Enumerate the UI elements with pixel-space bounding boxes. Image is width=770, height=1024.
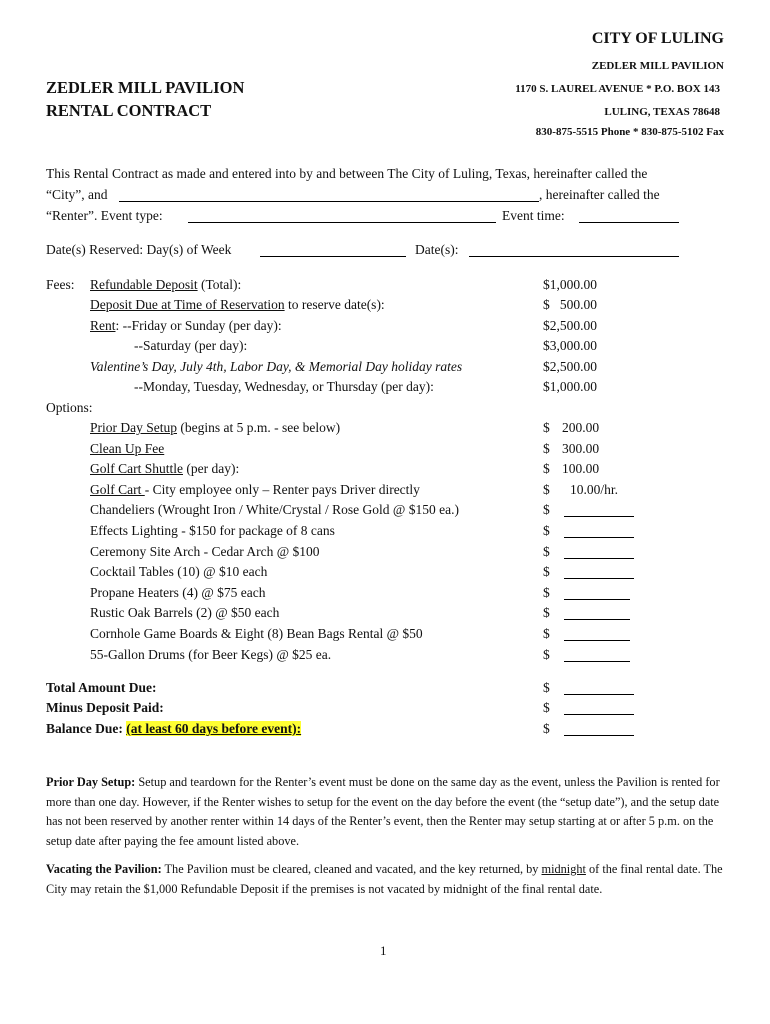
option-description: 55-Gallon Drums (for Beer Kegs) @ $25 ea. (90, 647, 332, 662)
city-name: CITY OF LULING (591, 30, 724, 47)
minus-deposit-label: Minus Deposit Paid: (46, 700, 164, 715)
pavilion-name: ZEDLER MILL PAVILION (591, 60, 724, 72)
option-amount: 10.00/hr. (570, 482, 619, 497)
fee-row: Rent: --Friday or Sunday (per day): (90, 318, 282, 333)
dates-field[interactable] (469, 256, 679, 257)
balance-due-label: Balance Due: (at least 60 days before event): (46, 721, 302, 736)
city-state-zip: LULING, TEXAS 78648 (604, 106, 720, 118)
event-type-field[interactable] (188, 222, 496, 223)
fee-amount: $2,500.00 (543, 318, 597, 333)
contact-numbers: 830-875-5515 Phone * 830-875-5102 Fax (535, 126, 724, 138)
fee-row: Deposit Due at Time of Reservation to reserve date(s): (90, 297, 385, 312)
fee-amount: $1,000.00 (543, 379, 597, 394)
fee-row: Refundable Deposit (Total): (90, 277, 242, 292)
fee-amount: $2,500.00 (543, 359, 597, 374)
option-name: Clean Up Fee (90, 441, 165, 456)
dates-reserved-label: Date(s) Reserved: Day(s) of Week (46, 242, 232, 257)
option-description: Ceremony Site Arch - Cedar Arch @ $100 (90, 544, 320, 559)
option-description: (begins at 5 p.m. - see below) (177, 420, 341, 435)
option-description: Cornhole Game Boards & Eight (8) Bean Bags Rental @ $50 (90, 626, 423, 641)
option-row (90, 502, 459, 518)
option-row (90, 585, 266, 601)
option-name: Prior Day Setup (90, 420, 177, 435)
dates-label: Date(s): (415, 242, 459, 257)
option-row (90, 420, 340, 436)
option-amount: 100.00 (562, 461, 600, 476)
option-row (90, 544, 320, 560)
dollar-sign: $ (543, 482, 550, 497)
fee-amount: $ 500.00 (543, 297, 597, 312)
option-amount: 300.00 (562, 441, 600, 456)
option-amount: 200.00 (562, 420, 600, 435)
option-row (90, 605, 279, 621)
option-description: Cocktail Tables (10) @ $10 each (90, 564, 268, 579)
option-amount-field[interactable] (564, 599, 630, 600)
option-description: Effects Lighting - $150 for package of 8 cans (90, 523, 335, 538)
total-amount-field[interactable] (564, 694, 634, 695)
days-of-week-field[interactable] (260, 256, 406, 257)
option-amount-field[interactable] (564, 640, 630, 641)
fee-row: --Monday, Tuesday, Wednesday, or Thursday (per day): (134, 379, 434, 394)
option-amount-field[interactable] (564, 516, 634, 517)
option-row (90, 482, 420, 498)
option-amount-field[interactable] (564, 537, 634, 538)
option-name: Golf Cart (90, 482, 145, 497)
page-number: 1 (380, 943, 387, 958)
renter-name-field[interactable] (119, 201, 539, 202)
option-row (90, 626, 423, 642)
dollar-sign: $ (543, 721, 550, 736)
option-amount-field[interactable] (564, 558, 634, 559)
dollar-sign: $ (543, 441, 550, 456)
event-time-field[interactable] (579, 222, 679, 223)
option-amount-field[interactable] (564, 619, 630, 620)
dollar-sign: $ (543, 605, 550, 620)
renter-event-type-label: “Renter”. Event type: (46, 208, 163, 223)
city-and-label: “City”, and (46, 187, 108, 202)
option-description: - City employee only – Renter pays Driver directly (144, 482, 420, 497)
doc-title-line2: RENTAL CONTRACT (46, 101, 212, 120)
option-description: Propane Heaters (4) @ $75 each (90, 585, 266, 600)
fee-amount: $3,000.00 (543, 338, 597, 353)
option-row (90, 461, 239, 477)
dollar-sign: $ (543, 700, 550, 715)
fee-row: --Saturday (per day): (134, 338, 248, 353)
option-row (90, 523, 335, 539)
address: 1170 S. LAUREL AVENUE * P.O. BOX 143 (515, 83, 720, 95)
hereinafter-label: , hereinafter called the (539, 187, 660, 202)
balance-due-note: (at least 60 days before event): (126, 721, 302, 736)
dollar-sign: $ (543, 647, 550, 662)
vacating-section: Vacating the Pavilion: The Pavilion must be cleared, cleaned and vacated, and the key returned, by midnight of the final rental date. The City may retain the $1,000 Refundable Deposit if the premises is not vacated by midnight of the final rental date. (46, 862, 723, 896)
intro-line: This Rental Contract as made and entered into by and between The City of Luling, Texas, hereinafter called the (46, 166, 648, 181)
option-description: Rustic Oak Barrels (2) @ $50 each (90, 605, 280, 620)
options-label: Options: (46, 400, 93, 415)
option-amount-field[interactable] (564, 661, 630, 662)
total-amount-label: Total Amount Due: (46, 680, 157, 695)
dollar-sign: $ (543, 523, 550, 538)
option-description: (per day): (183, 461, 240, 476)
prior-day-setup-section: Prior Day Setup: Setup and teardown for the Renter’s event must be done on the same day as the event, unless the Pavilion is rented for more than one day. However, if the Renter wishes to setup for the event on the day before the event (the “setup date”), and the setup date has not been reserved by another renter within 14 days of the Renter’s event, then the Renter may setup starting at or after 5 p.m. on the setup date after paying the fee amount listed above. (46, 775, 720, 848)
dollar-sign: $ (543, 420, 550, 435)
balance-due-field[interactable] (564, 735, 634, 736)
option-amount-field[interactable] (564, 578, 634, 579)
fees-label: Fees: (46, 277, 75, 292)
fee-row: Valentine’s Day, July 4th, Labor Day, & Memorial Day holiday rates (90, 359, 463, 374)
option-name: Golf Cart Shuttle (90, 461, 183, 476)
dollar-sign: $ (543, 564, 550, 579)
dollar-sign: $ (543, 461, 550, 476)
doc-title-line1: ZEDLER MILL PAVILION (46, 78, 245, 97)
event-time-label: Event time: (502, 208, 565, 223)
option-description: Chandeliers (Wrought Iron / White/Crystal / Rose Gold @ $150 ea.) (90, 502, 459, 517)
dollar-sign: $ (543, 544, 550, 559)
option-row (90, 441, 164, 457)
dollar-sign: $ (543, 680, 550, 695)
option-row (90, 564, 267, 580)
option-row (90, 647, 331, 663)
fee-amount: $1,000.00 (543, 277, 597, 292)
dollar-sign: $ (543, 502, 550, 517)
dollar-sign: $ (543, 626, 550, 641)
dollar-sign: $ (543, 585, 550, 600)
minus-deposit-field[interactable] (564, 714, 634, 715)
